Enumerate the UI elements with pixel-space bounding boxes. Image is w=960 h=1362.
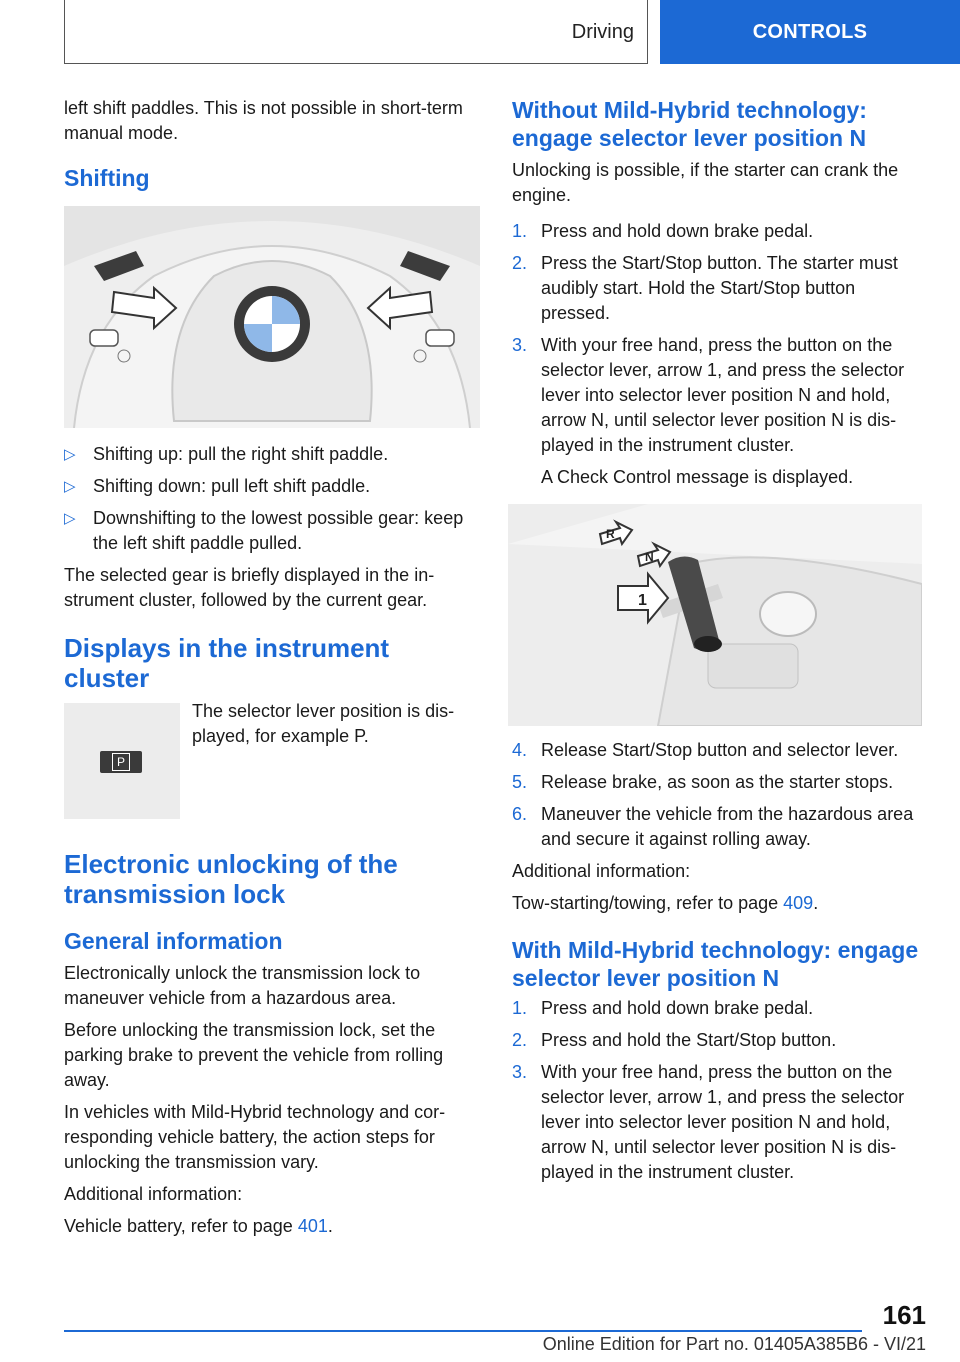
list-item: 6. Maneuver the vehicle from the hazardous area and secure it against rolling away.: [512, 804, 914, 849]
selector-lever-image: [508, 504, 922, 726]
page-number: 161: [882, 1300, 926, 1330]
header-tab-controls[interactable]: CONTROLS: [660, 0, 960, 64]
gear-symbol: P: [112, 753, 130, 771]
list-item: 4. Release Start/Stop button and selector lever.: [512, 740, 899, 760]
footer-edition: Online Edition for Part no. 01405A385B6 - VI/21: [542, 1334, 926, 1354]
triangle-bullet-icon: ▷: [64, 510, 76, 527]
tow-reference: Tow-starting/towing, refer to page 409.: [512, 893, 819, 913]
steering-wheel-illustration: [64, 206, 480, 428]
step-3-note: A Check Control message is displayed.: [541, 467, 854, 487]
shifting-heading: Shifting: [64, 165, 150, 191]
without-intro: Unlocking is possible, if the starter can crank the engine.: [512, 160, 899, 205]
page-link-401[interactable]: 401: [297, 1216, 328, 1236]
general-paragraph-1: Electronically unlock the transmission lock to maneuver vehicle from a hazardous area.: [64, 963, 421, 1008]
arrow-n-label: N: [645, 550, 654, 564]
header-section-title: Driving: [571, 20, 634, 43]
list-item: 1. Press and hold down brake pedal.: [512, 998, 814, 1018]
list-item: 5. Release brake, as soon as the starter stops.: [512, 772, 894, 792]
displays-heading: Displays in the instrument cluster: [64, 633, 390, 693]
list-item: ▷ Downshifting to the lowest possible gear: keep the left shift paddle pulled.: [64, 508, 464, 553]
intro-paragraph: left shift paddles. This is not possible in short-term manual mode.: [64, 98, 463, 143]
general-paragraph-3: In vehicles with Mild-Hybrid technology and cor-responding vehicle battery, the action steps for unlocking the transmission vary.: [64, 1102, 446, 1172]
triangle-bullet-icon: ▷: [64, 446, 76, 463]
triangle-bullet-icon: ▷: [64, 478, 76, 495]
steps-list-c: [512, 996, 926, 1185]
list-item: 1. Press and hold down brake pedal.: [512, 221, 814, 241]
left-column: [64, 96, 480, 1246]
battery-reference: Vehicle battery, refer to page 401.: [64, 1216, 333, 1236]
list-item: 3. With your free hand, press the button on the selector lever, arrow 1, and press the selector lever into selector lever position N and hold, arrow N, until selector lever position N is dis-played in the instrument cluster. A Check Control message is displayed.: [512, 333, 926, 490]
arrow-r-label: R: [606, 527, 615, 541]
additional-info-label: Additional information:: [64, 1184, 243, 1204]
without-mild-hybrid-heading: Without Mild-Hybrid technology: engage selector lever position N: [512, 97, 867, 151]
gear-indicator-icon: [100, 751, 142, 773]
selector-lever-illustration: [508, 504, 922, 726]
display-row: [64, 699, 480, 819]
list-item: 2. Press and hold the Start/Stop button.: [512, 1030, 837, 1050]
steps-list-a: [512, 219, 926, 490]
shift-note: The selected gear is briefly displayed in the in-strument cluster, followed by the current gear.: [64, 565, 435, 610]
instrument-display-image: [64, 703, 180, 819]
footer-divider: [64, 1330, 862, 1332]
right-column: [512, 96, 926, 1192]
displays-text: The selector lever position is dis-played, for example P.: [192, 701, 455, 746]
steps-list-b: [512, 738, 926, 852]
electronic-unlocking-heading: Electronic unlocking of the transmission lock: [64, 849, 398, 909]
list-item: 3. With your free hand, press the button on the selector lever, arrow 1, and press the selector lever into selector lever position N and hold, arrow N, until selector lever position N is dis-played in the instrument cluster.: [512, 1062, 905, 1182]
steering-wheel-image: [64, 206, 480, 428]
additional-info-label: Additional information:: [512, 861, 691, 881]
with-mild-hybrid-heading: With Mild-Hybrid technology: engage selector lever position N: [512, 937, 919, 991]
list-item: ▷ Shifting down: pull left shift paddle.: [64, 474, 480, 499]
list-item: 2. Press the Start/Stop button. The starter must audibly start. Hold the Start/Stop button pressed.: [512, 253, 898, 323]
general-information-heading: General information: [64, 928, 283, 954]
list-item: ▷ Shifting up: pull the right shift paddle.: [64, 442, 480, 467]
page-link-409[interactable]: 409: [783, 893, 814, 913]
shift-bullet-list: [64, 442, 480, 556]
general-paragraph-2: Before unlocking the transmission lock, set the parking brake to prevent the vehicle from rolling away.: [64, 1020, 444, 1090]
arrow-1-label: 1: [638, 592, 647, 609]
